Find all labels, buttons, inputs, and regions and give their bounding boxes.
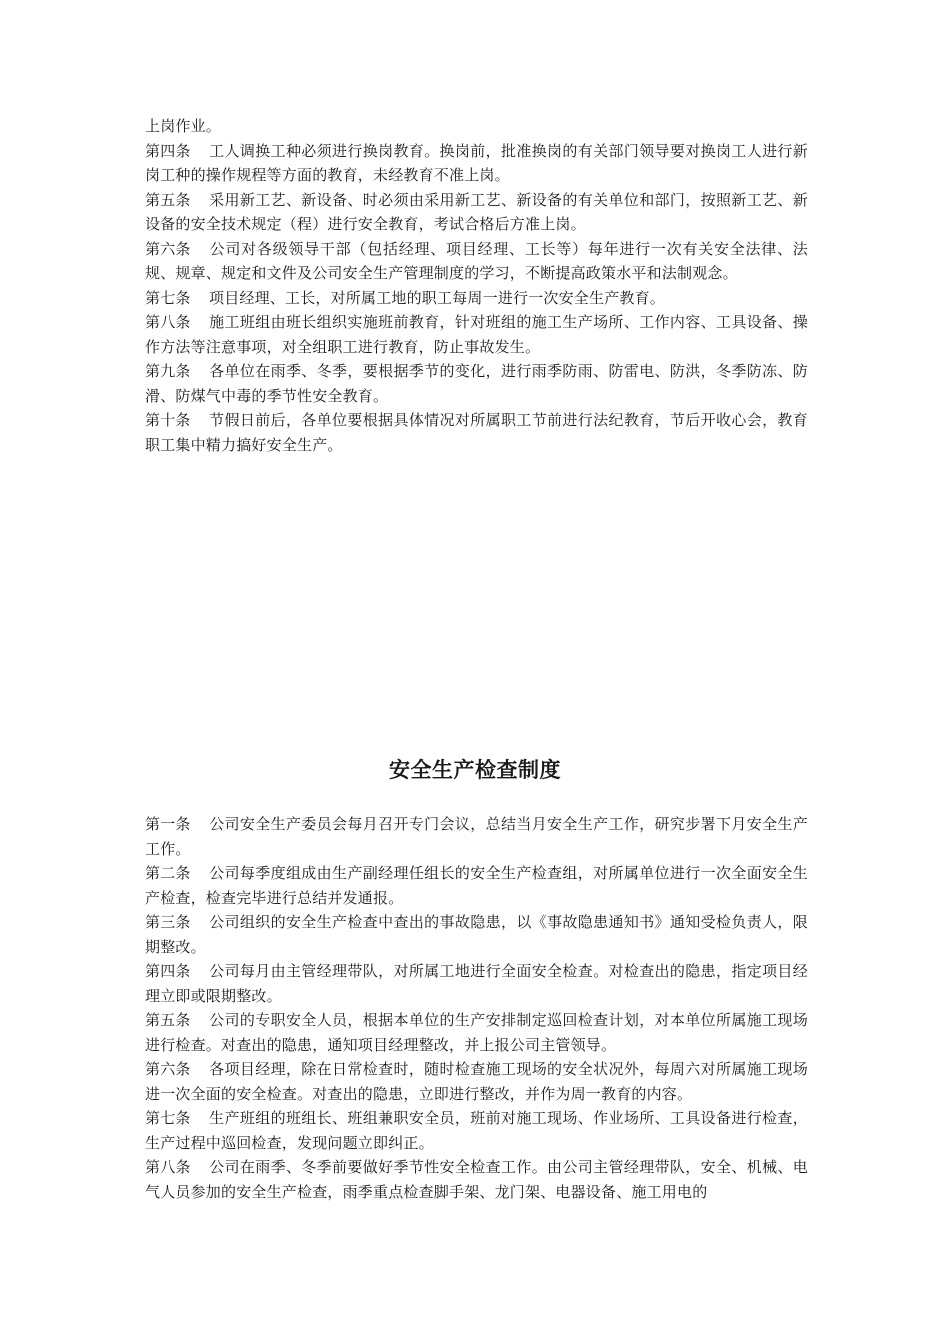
article-paragraph bbox=[145, 1155, 808, 1204]
article-number: 第七条 bbox=[145, 288, 191, 307]
article-number: 第五条 bbox=[145, 1011, 191, 1029]
article-paragraph bbox=[145, 139, 808, 188]
article-number: 第四条 bbox=[145, 962, 191, 980]
article-paragraph bbox=[145, 861, 808, 910]
article-text: 各项目经理，除在日常检查时，随时检查施工现场的安全状况外，每周六对所属施工现场进一次全面的安全检查。对查出的隐患，立即进行整改，并作为周一教育的内容。 bbox=[145, 1060, 808, 1103]
article-paragraph bbox=[145, 959, 808, 1008]
article-text: 公司在雨季、冬季前要做好季节性安全检查工作。由公司主管经理带队，安全、机械、电气人员参加的安全生产检查，雨季重点检查脚手架、龙门架、电器设备、施工用电的 bbox=[145, 1158, 808, 1201]
article-number: 第五条 bbox=[145, 190, 191, 209]
article-text: 公司每月由主管经理带队，对所属工地进行全面安全检查。对检查出的隐患，指定项目经理立即或限期整改。 bbox=[145, 962, 808, 1005]
continuation-text: 上岗作业。 bbox=[145, 117, 222, 135]
article-text: 公司的专职安全人员，根据本单位的生产安排制定巡回检查计划，对本单位所属施工现场进行检查。对查出的隐患，通知项目经理整改，并上报公司主管领导。 bbox=[145, 1011, 808, 1054]
article-text: 各单位在雨季、冬季，要根据季节的变化，进行雨季防雨、防雷电、防洪，冬季防冻、防滑、防煤气中毒的季节性安全教育。 bbox=[145, 362, 808, 405]
article-text: 项目经理、工长，对所属工地的职工每周一进行一次安全生产教育。 bbox=[209, 288, 666, 307]
article-paragraph bbox=[145, 286, 808, 311]
article-paragraph bbox=[145, 237, 808, 286]
article-paragraph bbox=[145, 1057, 808, 1106]
article-paragraph bbox=[145, 310, 808, 359]
article-number: 第六条 bbox=[145, 1060, 191, 1078]
article-paragraph bbox=[145, 408, 808, 457]
article-paragraph bbox=[145, 1008, 808, 1057]
article-number: 第六条 bbox=[145, 239, 191, 258]
article-text: 节假日前后，各单位要根据具体情况对所属职工节前进行法纪教育，节后开收心会，教育职工集中精力搞好安全生产。 bbox=[145, 411, 808, 454]
article-text: 施工班组由班长组织实施班前教育，针对班组的施工生产场所、工作内容、工具设备、操作方法等注意事项，对全组职工进行教育，防止事故发生。 bbox=[145, 313, 808, 356]
article-text: 公司每季度组成由生产副经理任组长的安全生产检查组，对所属单位进行一次全面安全生产检查，检查完毕进行总结并发通报。 bbox=[145, 864, 808, 907]
article-text: 公司安全生产委员会每月召开专门会议，总结当月安全生产工作，研究步署下月安全生产工作。 bbox=[145, 815, 808, 858]
article-text: 生产班组的班组长、班组兼职安全员，班前对施工现场、作业场所、工具设备进行检查，生产过程中巡回检查，发现问题立即纠正。 bbox=[145, 1109, 808, 1152]
article-paragraph bbox=[145, 1106, 808, 1155]
article-number: 第八条 bbox=[145, 313, 191, 331]
article-paragraph bbox=[145, 910, 808, 959]
article-text: 采用新工艺、新设备、时必须由采用新工艺、新设备的有关单位和部门，按照新工艺、新设备的安全技术规定（程）进行安全教育，考试合格后方准上岗。 bbox=[145, 190, 808, 233]
article-paragraph bbox=[145, 188, 808, 237]
article-text: 公司对各级领导干部（包括经理、项目经理、工长等）每年进行一次有关安全法律、法规、规章、规定和文件及公司安全生产管理制度的学习，不断提高政策水平和法制观念。 bbox=[145, 239, 808, 282]
article-text: 工人调换工种必须进行换岗教育。换岗前，批准换岗的有关部门领导要对换岗工人进行新岗工种的操作规程等方面的教育，未经教育不准上岗。 bbox=[145, 141, 808, 184]
article-number: 第七条 bbox=[145, 1109, 191, 1127]
article-text: 公司组织的安全生产检查中查出的事故隐患，以《事故隐患通知书》通知受检负责人，限期整改。 bbox=[145, 913, 808, 956]
article-number: 第九条 bbox=[145, 362, 191, 380]
article-number: 第三条 bbox=[145, 913, 191, 931]
article-number: 第一条 bbox=[145, 815, 191, 833]
article-number: 第二条 bbox=[145, 864, 191, 882]
top-section bbox=[145, 114, 808, 457]
article-number: 第四条 bbox=[145, 141, 191, 160]
article-paragraph bbox=[145, 359, 808, 408]
article-paragraph bbox=[145, 812, 808, 861]
article-number: 第八条 bbox=[145, 1158, 191, 1176]
section-title: 安全生产检查制度 bbox=[389, 757, 561, 783]
inspection-section bbox=[145, 812, 808, 1204]
article-number: 第十条 bbox=[145, 411, 191, 429]
